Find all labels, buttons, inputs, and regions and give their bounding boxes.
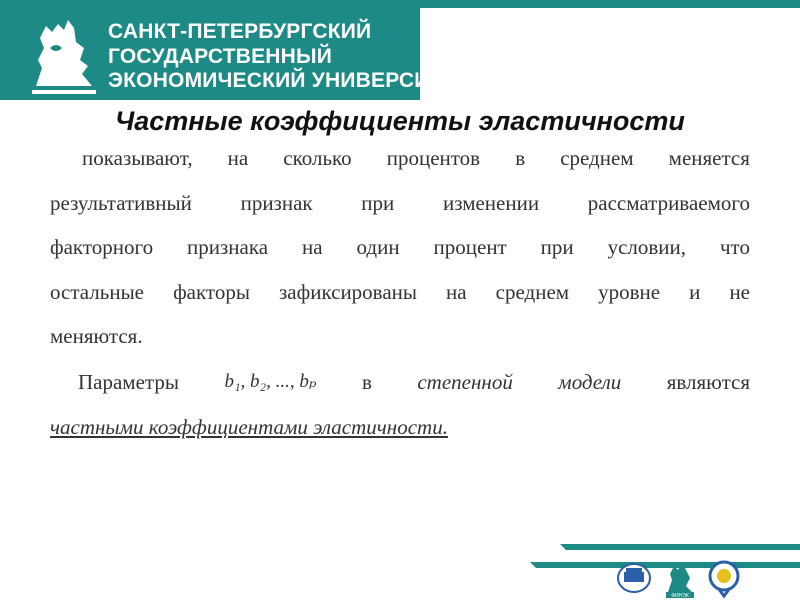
slide-title: Частные коэффициенты эластичности	[115, 106, 685, 136]
word: зафиксированы	[278, 279, 417, 304]
word: результативный	[50, 190, 192, 215]
ribbon-globe-icon	[710, 562, 738, 596]
word-power: степенной	[417, 370, 513, 394]
word: факторы	[173, 279, 250, 304]
text-line	[50, 314, 750, 359]
word: при	[540, 235, 574, 259]
text-line	[50, 181, 750, 226]
formula-b-params: b₁, b₂, ..., bₚ	[224, 371, 317, 392]
word: меняются.	[50, 324, 143, 348]
word: остальные	[50, 279, 145, 304]
word: факторного	[50, 235, 154, 259]
word-are: являются	[666, 370, 750, 394]
word: процентов	[386, 146, 481, 170]
university-line3: ЭКОНОМИЧЕСКИЙ УНИВЕРСИТЕТ	[108, 69, 470, 92]
text-line	[50, 225, 750, 270]
word: на	[227, 146, 249, 170]
university-name	[108, 20, 470, 94]
word-parameters: Параметры	[78, 370, 179, 394]
paragraph-definition	[50, 136, 750, 359]
word: среднем	[560, 146, 634, 170]
griffin-badge-icon	[666, 562, 694, 599]
university-line1: САНКТ-ПЕТЕРБУРГСКИЙ	[108, 20, 372, 43]
word: условии,	[607, 235, 687, 259]
griffin-icon	[22, 8, 104, 94]
text-line	[50, 405, 750, 450]
word: среднем	[495, 279, 570, 304]
header	[0, 0, 800, 102]
footer-logos	[612, 552, 800, 600]
word: на	[302, 235, 323, 259]
word: и	[689, 279, 701, 304]
word-in: в	[361, 370, 372, 394]
word: в	[515, 146, 526, 170]
word: при	[361, 190, 395, 215]
emblem-icon	[618, 564, 650, 592]
word: процент	[433, 235, 507, 259]
word: уровне	[598, 279, 661, 304]
word: один	[356, 235, 400, 259]
word: признак	[240, 190, 313, 215]
word: изменении	[442, 190, 540, 215]
word: что	[719, 235, 750, 259]
word: сколько	[283, 146, 352, 170]
word: на	[446, 279, 467, 304]
word-model: модели	[558, 370, 622, 394]
text-line	[50, 136, 750, 181]
word: рассматриваемого	[587, 190, 750, 215]
paragraph-parameters	[50, 360, 750, 449]
word: показывают,	[82, 146, 193, 170]
badge-text: ФИНЭК	[671, 593, 689, 599]
word: меняется	[668, 146, 750, 170]
elasticity-coefficients-text: частными коэффициентами эластичности.	[50, 414, 448, 439]
text-line	[50, 360, 750, 405]
text-line	[50, 270, 750, 315]
word: признака	[187, 235, 269, 259]
university-line2: ГОСУДАРСТВЕННЫЙ	[108, 44, 333, 68]
word: не	[729, 279, 750, 304]
